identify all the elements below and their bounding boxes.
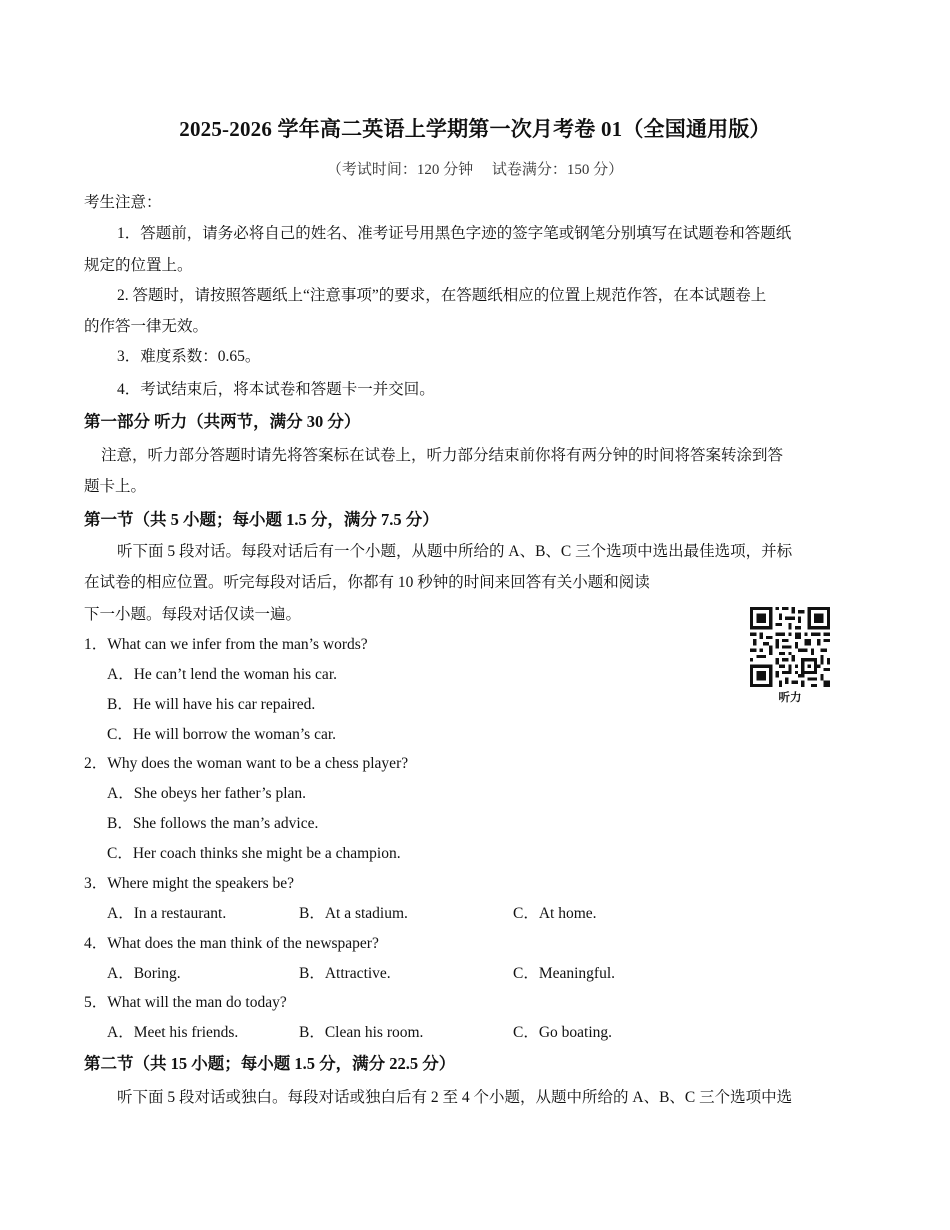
question-1-option-c: C．He will borrow the woman’s car. — [107, 726, 337, 743]
question-2-option-a: A．She obeys her father’s plan. — [107, 785, 307, 802]
question-3-stem: 3．Where might the speakers be? — [84, 875, 295, 892]
section1-heading: 第一节（共 5 小题；每小题 1.5 分，满分 7.5 分） — [84, 510, 439, 529]
section1-intro-line-3: 下一小题。每段对话仅读一遍。 — [84, 606, 302, 623]
listening-qr-code — [750, 607, 830, 687]
question-1-option-b: B．He will have his car repaired. — [107, 696, 316, 713]
question-5-stem: 5．What will the man do today? — [84, 994, 287, 1011]
question-2-option-c: C．Her coach thinks she might be a champion. — [107, 845, 401, 862]
exam-title: 2025-2026 学年高二英语上学期第一次月考卷 01（全国通用版） — [179, 117, 771, 141]
section2-intro-line-1: 听下面 5 段对话或独白。每段对话或独白后有 2 至 4 个小题，从题中所给的 A、B、C 三个选项中选 — [117, 1089, 793, 1106]
question-5-option-c: C．Go boating. — [513, 1024, 613, 1041]
question-4-stem: 4．What does the man think of the newspaper? — [84, 935, 379, 952]
question-3-option-c: C．At home. — [513, 905, 597, 922]
part1-heading: 第一部分 听力（共两节，满分 30 分） — [84, 412, 361, 431]
section1-intro-line-1: 听下面 5 段对话。每段对话后有一个小题，从题中所给的 A、B、C 三个选项中选出最佳选项，并标 — [117, 543, 793, 560]
question-4-option-c: C．Meaningful. — [513, 965, 616, 982]
notice-item-1-line-1: 1．答题前，请务必将自己的姓名、准考证号用黑色字迹的签字笔或钢笔分别填写在试题卷和答题纸 — [117, 225, 792, 242]
part1-note-line-1: 注意，听力部分答题时请先将答案标在试卷上，听力部分结束前你将有两分钟的时间将答案转涂到答 — [101, 447, 784, 464]
question-4-option-b: B．Attractive. — [299, 965, 391, 982]
notice-item-2-line-1: 2. 答题时，请按照答题纸上“注意事项”的要求，在答题纸相应的位置上规范作答，在本试题卷上 — [117, 287, 767, 304]
part1-note-line-2: 题卡上。 — [84, 478, 147, 495]
notice-item-4: 4．考试结束后，将本试卷和答题卡一并交回。 — [117, 381, 435, 398]
notice-heading: 考生注意： — [84, 194, 162, 211]
qr-label: 听力 — [778, 692, 802, 704]
question-3-option-b: B．At a stadium. — [299, 905, 408, 922]
notice-item-3: 3．难度系数：0.65。 — [117, 348, 261, 365]
notice-item-1-line-2: 规定的位置上。 — [84, 257, 193, 274]
question-2-option-b: B．She follows the man’s advice. — [107, 815, 319, 832]
question-3-option-a: A．In a restaurant. — [107, 905, 227, 922]
question-2-stem: 2．Why does the woman want to be a chess player? — [84, 755, 409, 772]
section2-heading: 第二节（共 15 小题；每小题 1.5 分，满分 22.5 分） — [84, 1054, 456, 1073]
question-4-option-a: A．Boring. — [107, 965, 181, 982]
section1-intro-line-2: 在试卷的相应位置。听完每段对话后，你都有 10 秒钟的时间来回答有关小题和阅读 — [84, 574, 650, 591]
notice-item-2-line-2: 的作答一律无效。 — [84, 318, 209, 335]
question-5-option-a: A．Meet his friends. — [107, 1024, 239, 1041]
question-1-stem: 1．What can we infer from the man’s words? — [84, 636, 368, 653]
question-1-option-a: A．He can’t lend the woman his car. — [107, 666, 337, 683]
question-5-option-b: B．Clean his room. — [299, 1024, 424, 1041]
exam-subtitle: （考试时间：120 分钟 试卷满分：150 分） — [326, 162, 624, 178]
